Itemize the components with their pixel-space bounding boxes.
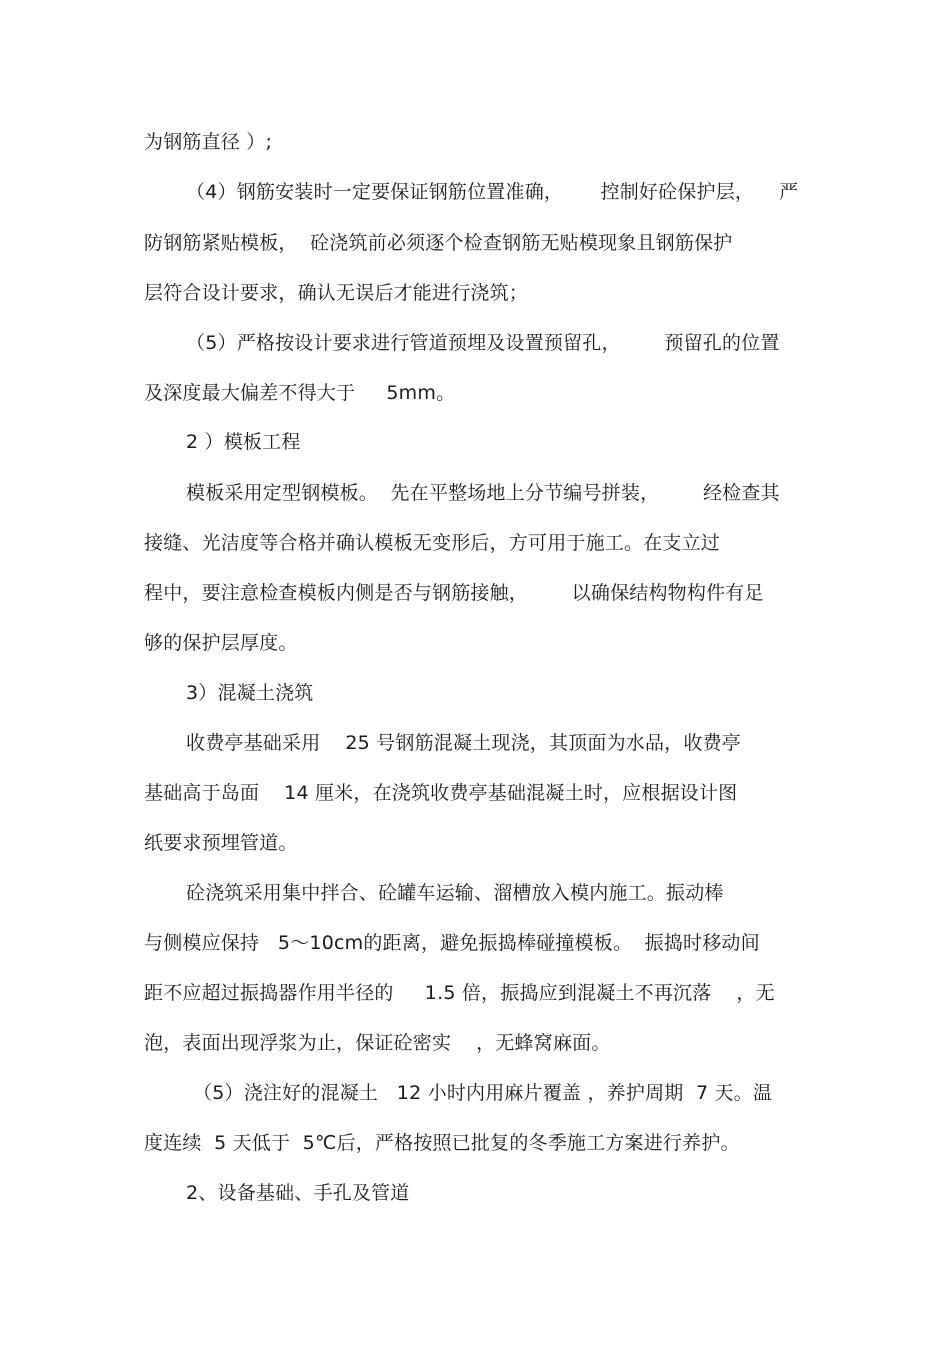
text-line-21: 度连续 5 天低于 5℃后，严格按照已批复的冬季施工方案进行养护。: [144, 1132, 740, 1154]
text-line-16: 砼浇筑采用集中拌合、砼罐车运输、溜槽放入模内施工。振动棒: [186, 882, 724, 904]
text-line-8: 模板采用定型钢模板。 先在平整场地上分节编号拼装， 经检查其: [186, 482, 780, 504]
text-line-15: 纸要求预埋管道。: [144, 832, 298, 854]
text-line-20: （5）浇注好的混凝土 12 小时内用麻片覆盖 ，养护周期 7 天。温: [193, 1082, 773, 1104]
text-line-19: 泡，表面出现浮浆为止，保证砼密实 ，无蜂窝麻面。: [144, 1032, 611, 1054]
text-line-14: 基础高于岛面 14 厘米，在浇筑收费亭基础混凝土时，应根据设计图: [144, 782, 738, 804]
text-line-3: 防钢筋紧贴模板， 砼浇筑前必须逐个检查钢筋无贴模现象且钢筋保护: [144, 232, 733, 254]
text-line-11: 够的保护层厚度。: [144, 632, 298, 654]
text-line-5: （5）严格按设计要求进行管道预埋及设置预留孔， 预留孔的位置: [186, 332, 780, 354]
text-line-4: 层符合设计要求，确认无误后才能进行浇筑；: [144, 282, 529, 304]
section-heading-concrete: 3）混凝土浇筑: [186, 682, 314, 704]
section-heading-formwork: 2 ）模板工程: [186, 431, 301, 453]
text-line-13: 收费亭基础采用 25 号钢筋混凝土现浇，其顶面为水品，收费亭: [186, 732, 741, 754]
text-line-17: 与侧模应保持 5～10cm的距离，避免振捣棒碰撞模板。 振捣时移动间: [144, 932, 760, 954]
text-line-10: 程中，要注意检查模板内侧是否与钢筋接触， 以确保结构物构件有足: [144, 582, 764, 604]
text-line-2: （4）钢筋安装时一定要保证钢筋位置准确， 控制好砼保护层， 严: [186, 181, 799, 203]
text-line-6: 及深度最大偏差不得大于 5mm。: [144, 382, 456, 404]
text-line-18: 距不应超过振捣器作用半径的 1.5 倍，振捣应到混凝土不再沉落 ，无: [144, 982, 775, 1004]
text-line-9: 接缝、光洁度等合格并确认模板无变形后，方可用于施工。在支立过: [144, 532, 721, 554]
section-heading-equipment: 2、设备基础、手孔及管道: [186, 1182, 410, 1204]
text-line-1: 为钢筋直径 ）;: [144, 131, 273, 153]
